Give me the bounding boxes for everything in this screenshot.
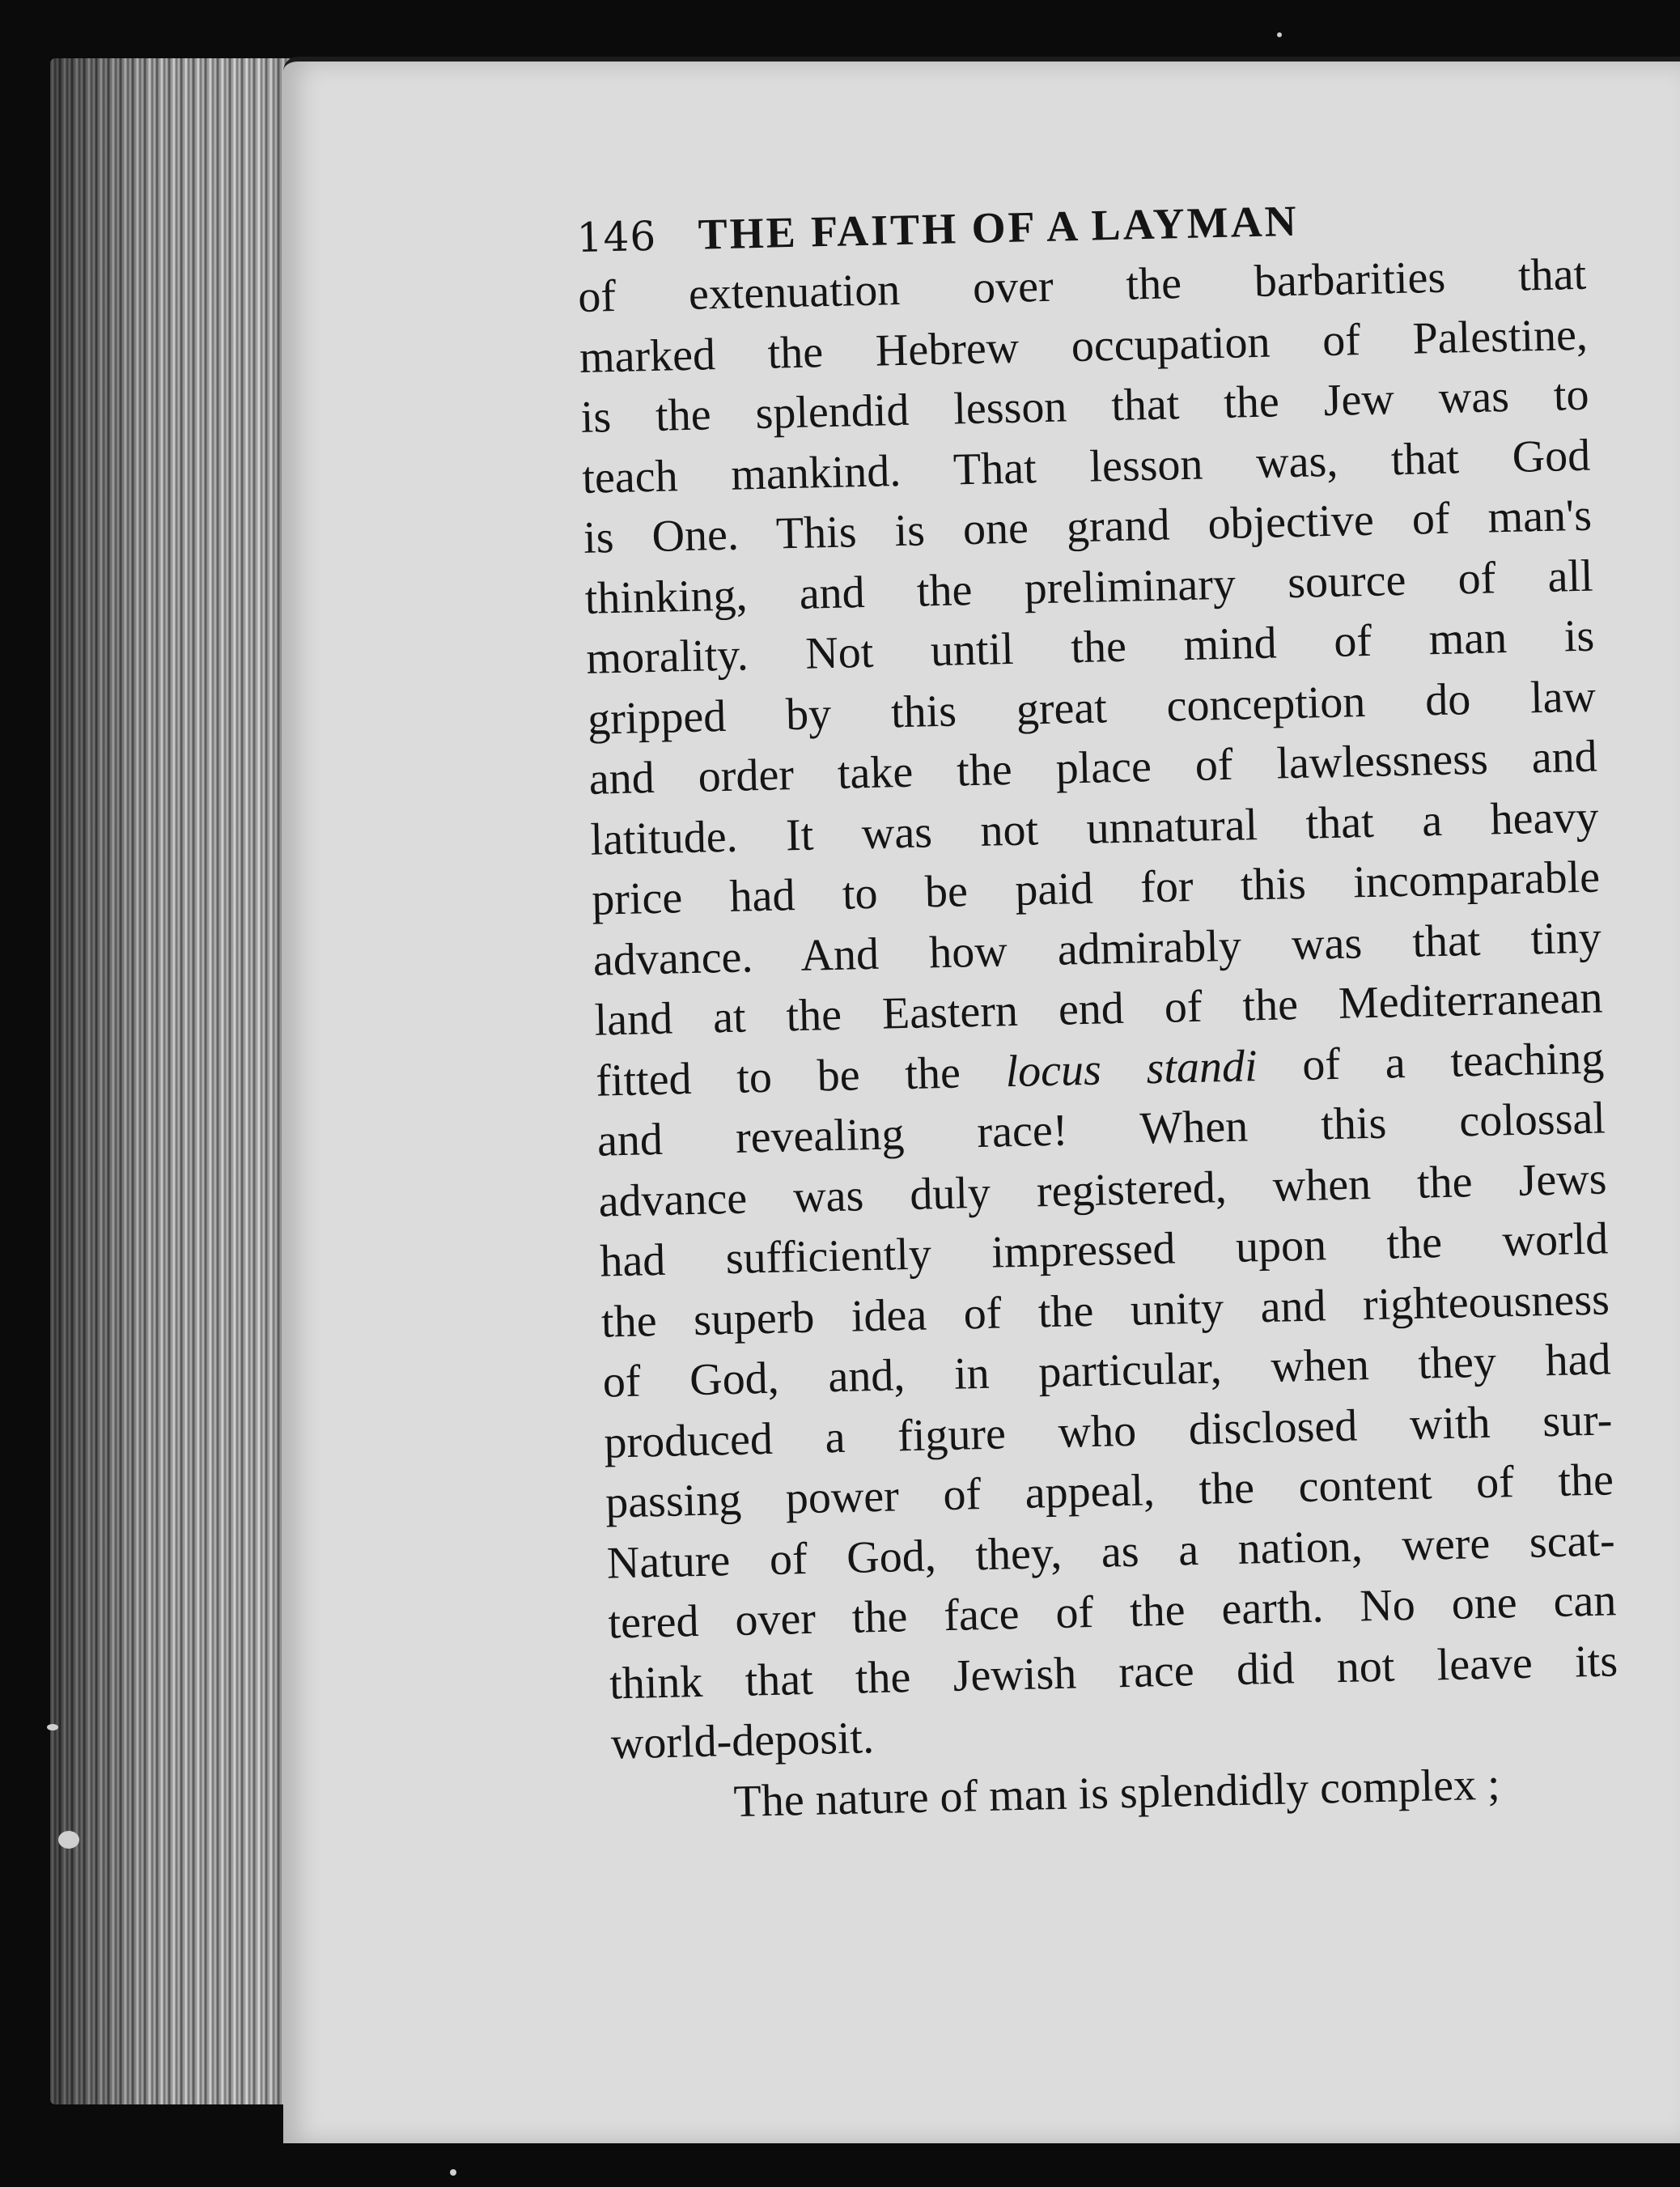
text-line: think that the Jewish race did not leave its	[609, 1635, 1618, 1709]
text-line: gripped by this great conception do law	[587, 671, 1597, 745]
text-line: Nature of God, they, as a nation, were scat-	[606, 1514, 1616, 1589]
scan-speck	[1277, 32, 1282, 37]
line-part: of a teaching	[1301, 1032, 1605, 1090]
page-number: 146	[576, 212, 657, 261]
text-line: of extenuation over the barbarities that	[577, 248, 1587, 322]
running-title: THE FAITH OF A LAYMAN	[697, 196, 1300, 259]
line-part: fitted to be the	[595, 1047, 961, 1106]
text-line: world-deposit.	[610, 1713, 875, 1769]
text-line: and revealing race! When this colossal	[596, 1093, 1606, 1166]
text-line: thinking, and the preliminary source of all	[584, 550, 1594, 624]
text-line: is the splendid lesson that the Jew was to	[580, 369, 1590, 443]
text-line: advance was duly registered, when the Jews	[598, 1153, 1608, 1227]
text-line: advance. And how admirably was that tiny	[592, 912, 1602, 986]
text-line: had sufficiently impressed upon the world	[599, 1213, 1609, 1287]
text-line: morality. Not until the mind of man is	[585, 610, 1595, 684]
text-line: marked the Hebrew occupation of Palestine,	[579, 309, 1589, 383]
paragraph-start-line: The nature of man is splendidly complex ;	[732, 1759, 1501, 1827]
book-fore-edge	[50, 58, 317, 2104]
text-line: passing power of appeal, the content of the	[605, 1454, 1614, 1528]
text-line: tered over the face of the earth. No one can	[607, 1575, 1617, 1649]
text-line: land at the Eastern end of the Mediterranean	[593, 972, 1604, 1046]
text-line: the superb idea of the unity and righteousness	[600, 1273, 1610, 1348]
scan-speck	[47, 1724, 58, 1730]
scan-speck	[58, 1831, 79, 1849]
text-line: produced a figure who disclosed with sur-	[603, 1394, 1613, 1468]
text-line: and order take the place of lawlessness and	[588, 731, 1598, 805]
text-line: latitude. It was not unnatural that a heavy	[589, 792, 1599, 865]
italic-phrase: locus standi	[1004, 1040, 1258, 1097]
body-text	[578, 244, 1622, 1835]
text-line: price had to be paid for this incomparable	[591, 851, 1601, 925]
text-line: is One. This is one grand objective of man's	[583, 490, 1593, 563]
text-line: of God, and, in particular, when they had	[602, 1334, 1612, 1408]
text-line: teach mankind. That lesson was, that God	[581, 430, 1591, 503]
page-content	[576, 189, 1621, 1835]
scan-speck	[450, 2169, 456, 2176]
